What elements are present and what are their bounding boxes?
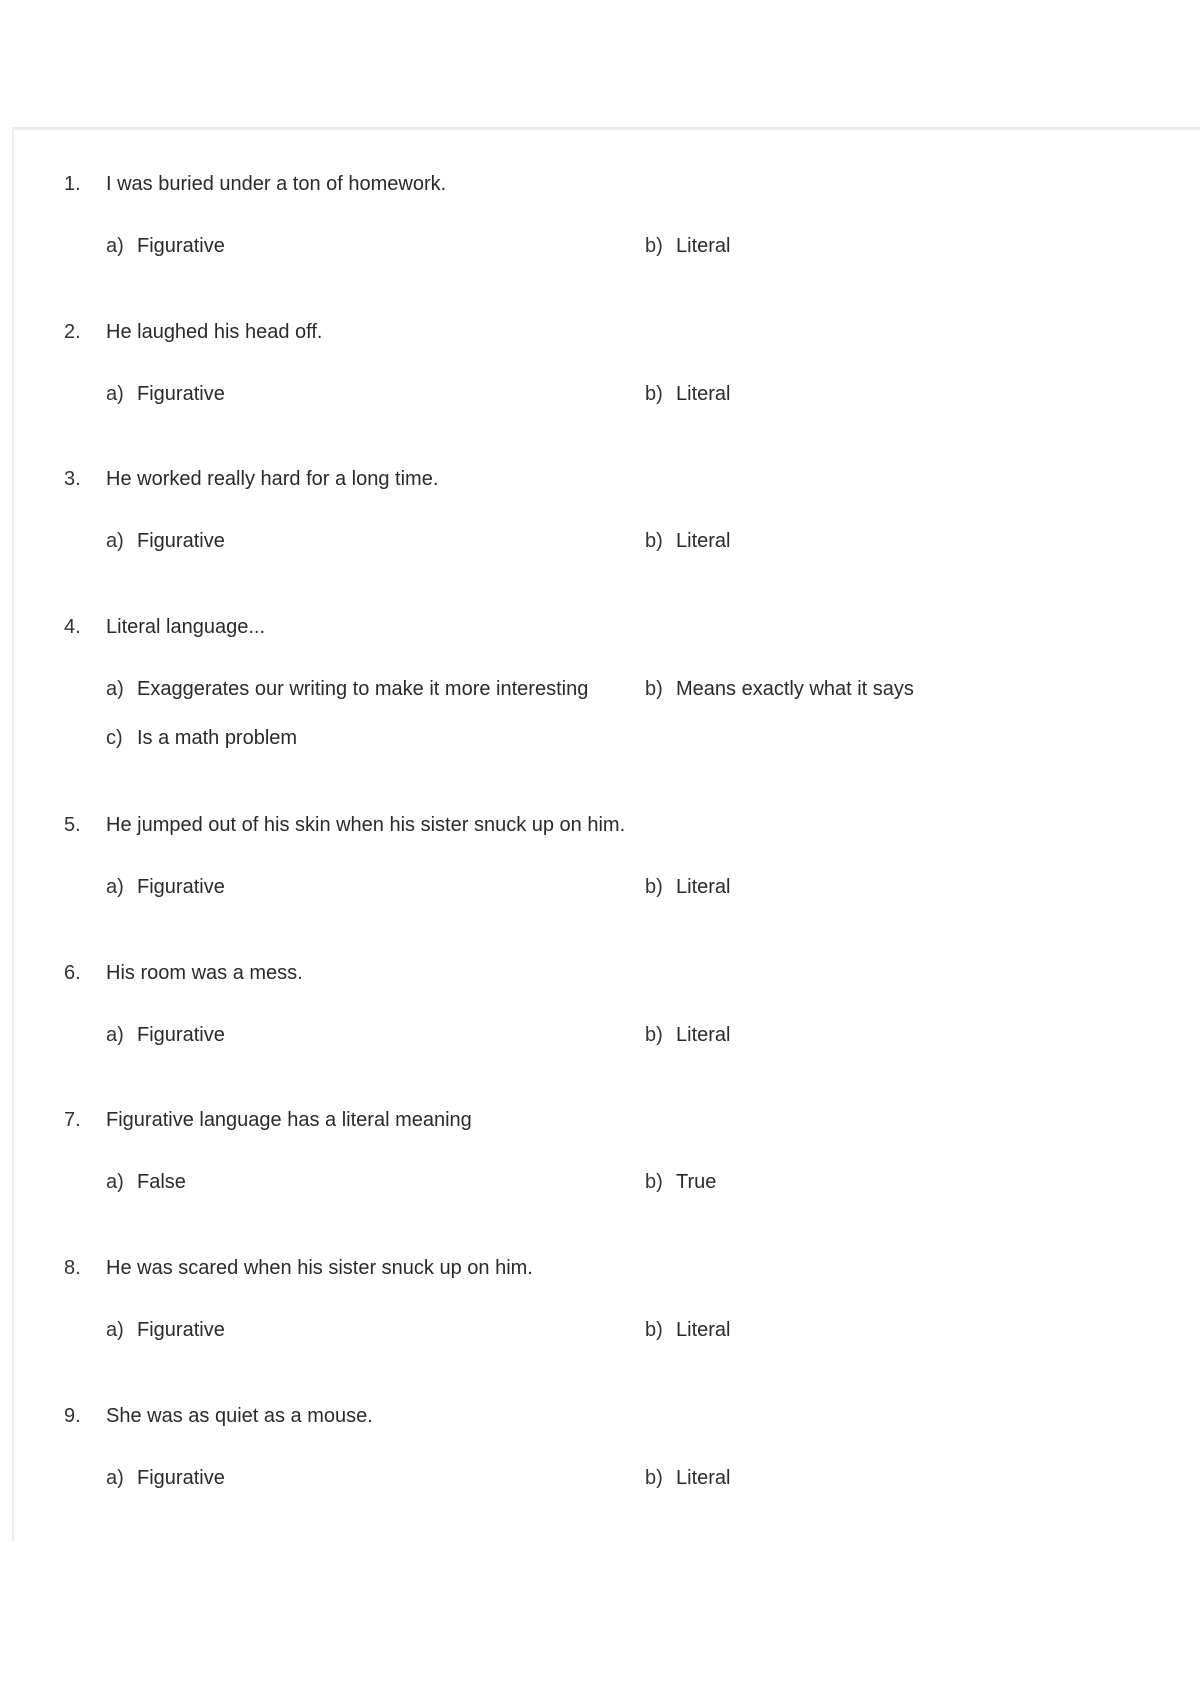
option-a[interactable] <box>106 233 225 259</box>
option-letter: b) <box>645 1467 663 1489</box>
option-b[interactable] <box>645 1169 716 1195</box>
question-7 <box>14 1107 1200 1227</box>
worksheet <box>12 127 1200 1542</box>
question-text: His room was a mess. <box>106 962 303 984</box>
option-text: Figurative <box>137 235 225 257</box>
question-text: Figurative language has a literal meaning <box>106 1109 472 1131</box>
question-9 <box>14 1403 1200 1523</box>
option-c[interactable] <box>106 725 297 751</box>
question-number: 2. <box>64 321 81 343</box>
option-letter: b) <box>645 1024 663 1046</box>
option-a[interactable] <box>106 874 225 900</box>
question-6 <box>14 960 1200 1080</box>
question-number: 5. <box>64 814 81 836</box>
option-letter: b) <box>645 1171 663 1193</box>
question-5 <box>14 812 1200 932</box>
question-number: 9. <box>64 1405 81 1427</box>
option-text: Literal <box>676 383 731 405</box>
question-text: She was as quiet as a mouse. <box>106 1405 373 1427</box>
option-letter: a) <box>106 1467 124 1489</box>
question-1 <box>14 171 1200 291</box>
option-letter: b) <box>645 383 663 405</box>
option-a[interactable] <box>106 1169 186 1195</box>
question-number: 8. <box>64 1257 81 1279</box>
option-letter: b) <box>645 530 663 552</box>
option-text: Literal <box>676 530 731 552</box>
option-a[interactable] <box>106 1317 225 1343</box>
option-text: Literal <box>676 1024 731 1046</box>
option-letter: b) <box>645 678 663 700</box>
option-letter: a) <box>106 235 124 257</box>
option-letter: a) <box>106 678 124 700</box>
option-a[interactable] <box>106 528 225 554</box>
option-b[interactable] <box>645 233 730 259</box>
question-number: 3. <box>64 468 81 490</box>
option-letter: a) <box>106 876 124 898</box>
option-text: Figurative <box>137 1024 225 1046</box>
option-text: Figurative <box>137 1467 225 1489</box>
question-text: He laughed his head off. <box>106 321 323 343</box>
option-b[interactable] <box>645 381 730 407</box>
question-text: He jumped out of his skin when his sister snuck up on him. <box>106 814 626 836</box>
option-text: Literal <box>676 876 731 898</box>
option-letter: a) <box>106 1319 124 1341</box>
option-letter: b) <box>645 876 663 898</box>
option-letter: a) <box>106 383 124 405</box>
option-b[interactable] <box>645 676 914 702</box>
question-number: 4. <box>64 616 81 638</box>
option-text: Literal <box>676 235 731 257</box>
option-b[interactable] <box>645 1465 730 1491</box>
question-3 <box>14 466 1200 586</box>
question-text: I was buried under a ton of homework. <box>106 173 447 195</box>
question-text: He worked really hard for a long time. <box>106 468 439 490</box>
option-text: Is a math problem <box>137 727 298 749</box>
question-number: 6. <box>64 962 81 984</box>
question-number: 7. <box>64 1109 81 1131</box>
option-a[interactable] <box>106 1022 225 1048</box>
option-letter: b) <box>645 1319 663 1341</box>
option-text: Figurative <box>137 1319 225 1341</box>
option-text: Literal <box>676 1467 731 1489</box>
question-4 <box>14 614 1200 784</box>
option-letter: a) <box>106 1171 124 1193</box>
option-a[interactable] <box>106 1465 225 1491</box>
question-2 <box>14 319 1200 439</box>
option-text: Literal <box>676 1319 731 1341</box>
option-letter: b) <box>645 235 663 257</box>
option-a[interactable] <box>106 381 225 407</box>
question-number: 1. <box>64 173 81 195</box>
option-text: False <box>137 1171 186 1193</box>
question-text: He was scared when his sister snuck up on him. <box>106 1257 533 1279</box>
option-b[interactable] <box>645 1022 730 1048</box>
option-text: Means exactly what it says <box>676 678 914 700</box>
option-text: True <box>676 1171 717 1193</box>
question-text: Literal language... <box>106 616 266 638</box>
option-b[interactable] <box>645 874 730 900</box>
option-b[interactable] <box>645 1317 730 1343</box>
option-letter: a) <box>106 1024 124 1046</box>
option-text: Figurative <box>137 530 225 552</box>
option-a[interactable] <box>106 676 588 702</box>
option-text: Exaggerates our writing to make it more interesting <box>137 678 589 700</box>
question-8 <box>14 1255 1200 1375</box>
option-letter: a) <box>106 530 124 552</box>
option-b[interactable] <box>645 528 730 554</box>
option-letter: c) <box>106 727 123 749</box>
option-text: Figurative <box>137 383 225 405</box>
option-text: Figurative <box>137 876 225 898</box>
